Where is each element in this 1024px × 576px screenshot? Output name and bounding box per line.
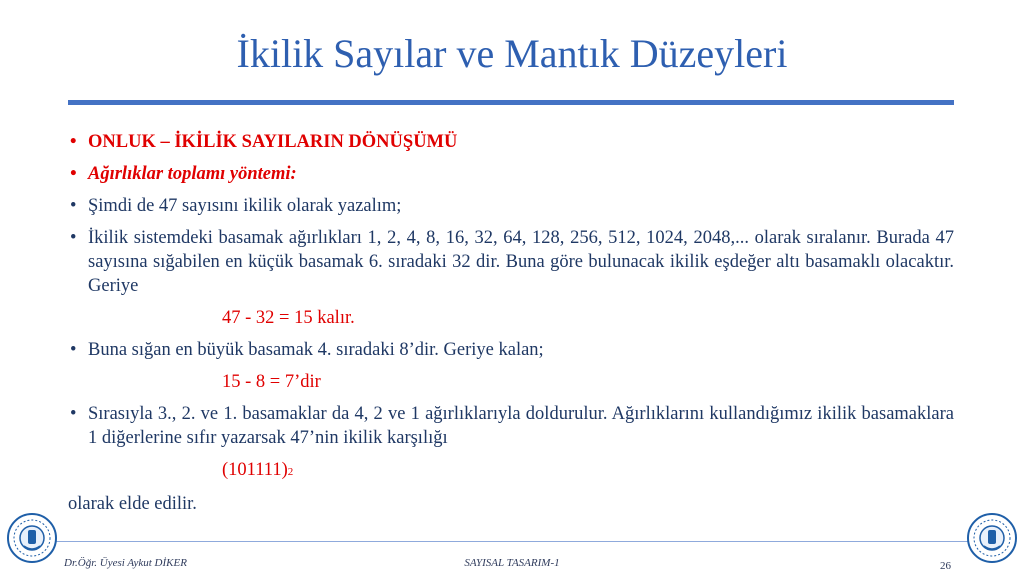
footer-author: Dr.Öğr. Üyesi Aykut DİKER (64, 557, 187, 569)
slide-content (68, 130, 954, 516)
binary-result (68, 458, 954, 484)
slide-title: İkilik Sayılar ve Mantık Düzeyleri (236, 31, 788, 76)
footer-course: SAYISAL TASARIM-1 (464, 557, 560, 569)
binary-result-base: 2 (287, 466, 294, 478)
bullet-heading: • ONLUK – İKİLİK SAYILARIN DÖNÜŞÜMÜ (68, 130, 954, 154)
equation-first: 47 - 32 = 15 kalır. (222, 308, 355, 328)
binary-result-value: (101111) (222, 460, 288, 480)
bullet-fill: • Sırasıyla 3., 2. ve 1. basamaklar da 4, 2 ve 1 ağırlıklarıyla doldurulur. Ağırlıklarını kullandığımız ikilik basamaklara 1 diğerlerine sıfır yazarsak 47’nin ikilik karşılığı (68, 402, 954, 450)
title-underline (68, 100, 954, 105)
page-number: 26 (940, 560, 951, 572)
conclusion-text: olarak elde edilir. (68, 494, 197, 514)
equation-second: 15 - 8 = 7’dir (222, 372, 321, 392)
bullet-method: • Ağırlıklar toplamı yöntemi: (68, 162, 954, 186)
bullet-intro: • Şimdi de 47 sayısını ikilik olarak yazalım; (68, 194, 954, 218)
footer-divider (50, 541, 974, 542)
bullet-next-digit: • Buna sığan en büyük basamak 4. sıradaki 8’dir. Geriye kalan; (68, 338, 954, 362)
bullet-weights: • İkilik sistemdeki basamak ağırlıkları 1, 2, 4, 8, 16, 32, 64, 128, 256, 512, 1024, 2048,... olarak sıralanır. Burada 47 sayısına sığabilen en küçük basamak 6. sıradaki 32 dir. Buna göre bulunacak ikilik eşdeğer altı basamaklı olacaktır. Geriye (68, 226, 954, 298)
